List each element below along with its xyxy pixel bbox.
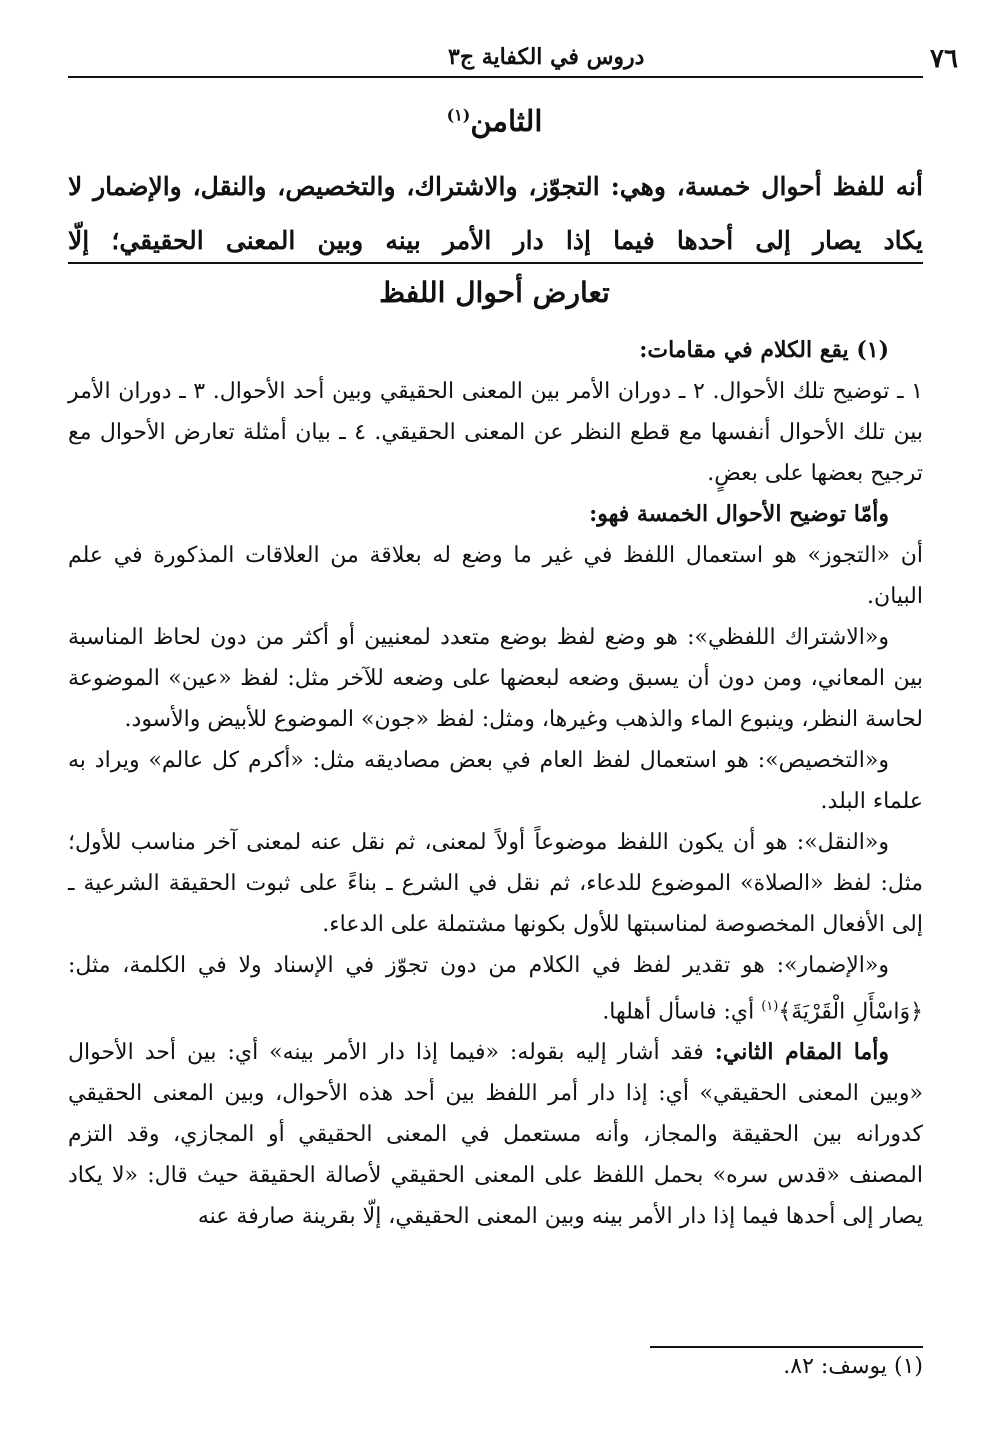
paragraph-ishtirak: و«الاشتراك اللفظي»: هو وضع لفظ بوضع متعدد لمعنيين أو أكثر من دون لحاظ المناسبة بين المعاني، ومن دون أن يسبق وضعه لبعضها على وضعه للآخر مثل: لفظ «عين» الموضوعة لحاسة النظر، وينبوع الماء والذهب وغيرها، ومثل: لفظ «جون» الموضوع للأبيض والأسود. bbox=[68, 625, 923, 732]
idmar-note-ref: (١) bbox=[761, 999, 779, 1014]
maqam-thani-text: فقد أشار إليه بقوله: «فيما إذا دار الأمر بينه» أي: بين أحد الأحوال «وبين المعنى الحقيقي» أي: إذا دار أمر اللفظ بين أحد هذه الأحوال، وبين المعنى الحقيقي كدورانه بين الحقيقة والمجاز، وأنه مستعمل في المعنى الحقيقي أو المجازي، وقد التزم المصنف «قدس سره» بحمل اللفظ على المعنى الحقيقي لأصالة الحقيقة حيث قال: «لا يكاد يصار إلى أحدها فيما إذا دار الأمر بينه وبين المعنى الحقيقي، إلّا بقرينة صارفة عنه bbox=[68, 1040, 923, 1230]
paragraph-list: ١ ـ توضيح تلك الأحوال. ٢ ـ دوران الأمر بين المعنى الحقيقي وبين أحد الأحوال. ٣ ـ دوران الأمر بين تلك الأحوال أنفسها مع قطع النظر عن المعنى الحقيقي. ٤ ـ بيان أمثلة تعارض الأحوال مع ترجيح بعضها على بعضٍ. bbox=[68, 379, 924, 486]
footnote-divider bbox=[650, 1346, 923, 1348]
paragraph-idmar bbox=[68, 945, 923, 1032]
section-title-note: (١) bbox=[446, 105, 471, 125]
paragraph-maqam-thani bbox=[68, 1032, 923, 1237]
paragraph-takhsis: و«التخصيص»: هو استعمال لفظ العام في بعض مصاديقه مثل: «أكرم كل عالم» ويراد به علماء البلد. bbox=[68, 748, 923, 814]
idmar-tail: أي: فاسأل أهلها. bbox=[602, 999, 762, 1025]
paragraph-subheading: وأمّا توضيح الأحوال الخمسة فهو: bbox=[589, 501, 889, 527]
commentary-body bbox=[68, 330, 923, 1237]
section-title-text: الثامن bbox=[470, 104, 543, 138]
footnote: (١) يوسف: ٨٢. bbox=[783, 1354, 923, 1379]
commentary-title: تعارض أحوال اللفظ bbox=[379, 276, 610, 309]
paragraph-maqamat: (١) يقع الكلام في مقامات: bbox=[639, 337, 889, 363]
running-title: دروس في الكفاية ج٣ bbox=[448, 44, 645, 70]
page-number: ٧٦ bbox=[930, 44, 958, 74]
paragraph-tajawwuz: أن «التجوز» هو استعمال اللفظ في غير ما وضع له بعلاقة من العلاقات المذكورة في علم البيان. bbox=[68, 543, 923, 609]
matn-divider bbox=[68, 262, 923, 264]
idmar-text: و«الإضمار»: هو تقدير لفظ في الكلام من دون تجوّز في الإسناد ولا في الكلمة، مثل: ﴿وَاسْأَلِ الْقَرْيَةَ﴾ bbox=[68, 953, 923, 1025]
matn-text: أنه للفظ أحوال خمسة، وهي: التجوّز، والاشتراك، والتخصيص، والنقل، والإضمار لا يكاد يصار إلى أحدها فيما إذا دار الأمر بينه وبين المعنى الحقيقي؛ إلّا bbox=[68, 172, 923, 255]
section-title bbox=[0, 104, 989, 138]
maqam-thani-lead: وأما المقام الثاني: bbox=[714, 1039, 889, 1066]
running-head bbox=[68, 38, 958, 78]
paragraph-naql: و«النقل»: هو أن يكون اللفظ موضوعاً أولاً لمعنى، ثم نقل عنه لمعنى آخر مناسب للأول؛ مثل: لفظ «الصلاة» الموضوع للدعاء، ثم نقل في الشرع ـ بناءً على ثبوت الحقيقة الشرعية ـ إلى الأفعال المخصوصة لمناسبتها للأول بكونها مشتملة على الدعاء. bbox=[68, 830, 923, 937]
